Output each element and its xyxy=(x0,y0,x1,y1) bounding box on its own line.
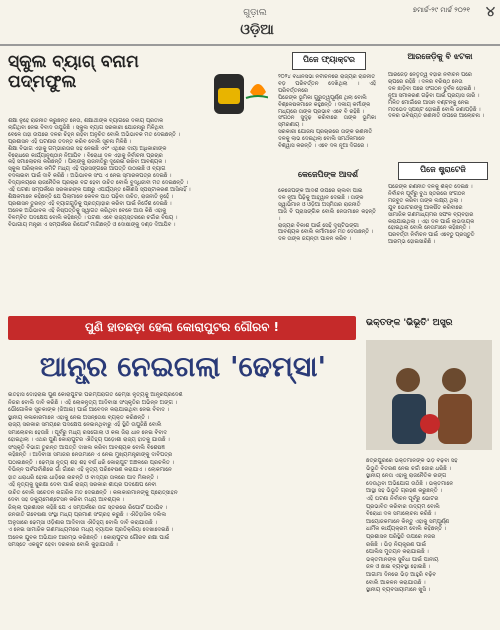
brand-top: ଗୁଡ଼ାଲ xyxy=(243,8,267,18)
masthead xyxy=(0,0,500,44)
issue-date: ୭ମାର୍ଚ୍ଚ-୨୯ ମାର୍ଚ୍ଚ ୨୦୨୧ xyxy=(412,6,470,14)
article-title: ଭକ୍ତଙ୍କ 'ଭିଭୂତି' ଅସ୍ତ୍ର xyxy=(366,318,453,328)
headline-text: ଆନ୍ଧ୍ର ନେଇଗଲା 'ଢେମ୍ସା' xyxy=(39,350,327,383)
article-body: ପିଜେଙ୍କ ରଣନୀତି ଦଳକୁ ଶକ୍ତି ଦେଇଛି । ନିର୍ବାଚନ ପୂର୍ବରୁ ବୁଥ ସ୍ତରରେ ସଂଗଠନ ମଜବୁତ କରିବା ତାଙ୍କ ଲକ୍ଷ୍ୟ ଥିଲା । ଯୁବ ଭୋଟରଙ୍କୁ ଆକର୍ଷିତ କରିବାରେ ସାମାଜିକ ଗଣମାଧ୍ୟମର ସଫଳ ବ୍ୟବହାର କରାଯାଇଥିଲା । ଏହା ଦଳ ପାଇଁ ଲାଭଦାୟକ ହୋଇଥିଲା ବୋଲି ନେତାମାନେ କହିଛନ୍ତି । ପରବର୍ତ୍ତୀ ନିର୍ବାଚନ ପାଇଁ ଏବେଠୁ ପ୍ରସ୍ତୁତି ଆରମ୍ଭ ହୋଇସାରିଛି । xyxy=(388,184,475,246)
article-school-bag xyxy=(8,52,268,314)
masthead-divider xyxy=(0,44,500,46)
section-title: କେଜେପିଙ୍କ ଆଦର୍ଶ xyxy=(298,170,358,179)
banner-kicker-text: ପୁଣି ହାତଛଡ଼ା ହେଲା କୋରାପୁଟର ଗୌରବ ! xyxy=(84,320,280,334)
photo xyxy=(366,340,492,450)
banner-kicker xyxy=(8,316,356,340)
article-body: ଆରଜେଡ଼ି ନେତୃତ୍ୱ ବିହାର ନିର୍ବାଚନ ପରେ ଚାପରେ ରହିଛି । ଦଳର ବରିଷ୍ଠ ନେତା ଦଳ ଛାଡ଼ିବା ପରେ ସଂଗଠନ ଦୁର୍ବଳ ହୋଇଛି । ନୂଆ ସମୀକରଣ ଗଢ଼ିବା ପାଇଁ ପ୍ରୟାସ ଜାରି । ମିଳିତ ମୋର୍ଚ୍ଚାରେ ଆସନ ବଣ୍ଟନକୁ ନେଇ ମତଭେଦ ସ୍ପଷ୍ଟ ହୋଇଛି ବୋଲି ଜଣାପଡ଼ିଛି । ଦଳର ଭବିଷ୍ୟତ ରଣନୀତି ଉପରେ ଆଲୋଚନା । xyxy=(388,72,484,120)
article-title: ପିଜେ ଫ୍ୟାକ୍ଟର xyxy=(292,52,366,70)
article-title: ପିଜେ ଷ୍ଟ୍ରାଟେଜି xyxy=(398,162,488,180)
article-body: ୨୦୨୪ ବିଧାନସଭା ନିର୍ବାଚନରେ ରାଜ୍ୟର ରାଜନୀତି ବଡ଼ ପରିବର୍ତ୍ତନ ଦେଖିଥିଲା । ଏହି ପରିବର୍ତ୍ତନରେ ପିଜେଙ୍କ ଭୂମିକା ଗୁରୁତ୍ୱପୂର୍ଣ୍ଣ ଥିଲା ବୋଲି ବିଶ୍ଳେଷକମାନେ କହୁଛନ୍ତି । ଦଳୀୟ କର୍ମୀଙ୍କ ମଧ୍ୟରେ ତାଙ୍କ ପ୍ରଭାବ ଏବେ ବି ରହିଛି । ସଂଗଠନ ସୁଦୃଢ଼ କରିବାରେ ତାଙ୍କ ଭୂମିକା ସ୍ମରଣୀୟ । ସରକାରୀ ଯୋଜନା ପ୍ରଚାରରେ ତାଙ୍କ ରଣନୀତି ଦଳକୁ ଲାଭ ଦେଇଥିଲା ବୋଲି ସମର୍ଥକମାନେ ବିଶ୍ୱାସ କରନ୍ତି । ଏବେ ଦଳ ନୂଆ ଦିଗରେ । xyxy=(278,74,376,150)
article-body: ଇତିହାସ ଦୋହରାଇ ପୁଣି କୋରାପୁଟର ପରମ୍ପରାଗତ ଢେମ୍ସା ନୃତ୍ୟକୁ ଆନ୍ଧ୍ରପ୍ରଦେଶ ନିଜର ବୋଲି ଦାବି କରିଛି । ଏହି ଲୋକନୃତ୍ୟ ଆଦିବାସୀ ସଂସ୍କୃତିର ଅଭିନ୍ନ ଅଙ୍ଗ । ଭୌଗୋଳିକ ସୂଚକାଙ୍କ (ଜିଆଇ) ପାଇଁ ଆବେଦନ କରାଯାଇଥିବା ନେଇ ବିବାଦ । ସ୍ଥାନୀୟ କଳାକାରମାନେ ଏହାକୁ ନେଇ ଅସନ୍ତୋଷ ବ୍ୟକ୍ତ କରିଛନ୍ତି । ରାଜ୍ୟ ସରକାର ସମୟରେ ପଦକ୍ଷେପ ନେଇନଥିବାରୁ ଏହି ସ୍ଥିତି ଉପୁଜିଛି ବୋଲି ସମାଲୋଚନା ହେଉଛି । ପୂର୍ବରୁ ମଧ୍ୟ ରସଗୋଲା ଓ କଳା ଜିରା ଧାନ ନେଇ ବିବାଦ ହୋଇଥିଲା । ଏଥର ପୁଣି କୋରାପୁଟର ଐତିହ୍ୟ ପଡ଼ୋଶୀ ରାଜ୍ୟ ହାତକୁ ଯାଉଛି । ସଂସ୍କୃତି ବିଭାଗ ତୁରନ୍ତ ଆପତ୍ତି ଦାଖଲ କରିବା ଆବଶ୍ୟକ ବୋଲି ବିଶେଷଜ୍ଞ କହିଛନ୍ତି । ଆଦିବାସୀ ସମାଜର ନେତାମାନେ ଏ ନେଇ ମୁଖ୍ୟମନ୍ତ୍ରୀଙ୍କୁ ଦାବିପତ୍ର ପଠାଇଛନ୍ତି । ଢେମ୍ସା ନୃତ୍ୟ ଶହ ଶହ ବର୍ଷ ଧରି କୋରାପୁଟ ଅଞ୍ଚଳରେ ପ୍ରଚଳିତ । ବିଭିନ୍ନ ପର୍ବପର୍ବାଣିରେ ଗାଁ ଗାଁରେ ଏହି ନୃତ୍ୟ ପରିବେଷଣ କରାଯାଏ । ଲୋକମାନେ ହାତ ଧରାଧରି ହୋଇ ଧାଡ଼ିରେ ନାଚନ୍ତି ଓ ବାଦ୍ୟର ତାଳରେ ପାଦ ମିଳାନ୍ତି । ଏହି ନୃତ୍ୟକୁ ସୁରକ୍ଷା ଦେବା ପାଇଁ ରାଜ୍ୟ ସରକାର ଶୀଘ୍ର ପଦକ୍ଷେପ ନେବା ଉଚିତ ବୋଲି ସଚେତନ ନାଗରିକ ମତ ଦେଇଛନ୍ତି । କଳାକାରମାନଙ୍କୁ ପ୍ରୋତ୍ସାହନ ଦେବା ସହ ଡକ୍ୟୁମେଣ୍ଟେସନ କରିବା ମଧ୍ୟ ଆବଶ୍ୟକ । ଜିଲ୍ଲା ପ୍ରଶାସନ କହିଛି ଯେ ଏ ସମ୍ପର୍କରେ ଉଚ୍ଚ ସ୍ତରରେ ରିପୋର୍ଟ ପଠାଯିବ । ଜନଜାତି ଗବେଷଣା ସଂସ୍ଥା ମଧ୍ୟ ପ୍ରମାଣ ସଂଗ୍ରହ କରୁଛି । ଐତିହାସିକ ଦଲିଲ ଅନୁସାରେ ଢେମ୍ସା ଓଡ଼ିଶାର ଆଦିବାସୀ ଐତିହ୍ୟ ବୋଲି ଦାବି କରାଯାଉଛି । ଏ ନେଇ ସାମାଜିକ ଗଣମାଧ୍ୟମରେ ମଧ୍ୟ ବ୍ୟାପକ ପ୍ରତିକ୍ରିୟା ଦେଖାଦେଇଛି । ଅନେକ ଯୁବକ ଅଭିଯାନ ଆରମ୍ଭ କରିଛନ୍ତି । କୋରାପୁଟର ଗୌରବ ରକ୍ଷା ପାଇଁ ସମସ୍ତେ ଏକଜୁଟ ହେବା ଦରକାର ବୋଲି କୁହାଯାଉଛି । xyxy=(8,392,183,548)
brand-main: ଓଡ଼ିଆ xyxy=(240,22,274,38)
page-number: ୪ xyxy=(486,4,495,20)
article-vibhuti xyxy=(366,318,492,622)
article-body: ଛତ୍ରପୁରରେ ଭକ୍ତମାନଙ୍କ ଭିଡ଼ ବଢ଼ିବା ସହ ଭିଭୂତି ବିତରଣ ନେଇ ଚର୍ଚ୍ଚା ଜୋର ଧରିଛି । ସ୍ଥାନୀୟ ନେତା ଏହାକୁ ରାଜନୈତିକ ରଙ୍ଗ ଦେଉଥିବା ଅଭିଯୋଗ ଉଠିଛି । ଭକ୍ତମାନେ ଆସ୍ଥା ସହ ଭିଭୂତି ଗ୍ରହଣ କରୁଛନ୍ତି । ଏହି ଘଟଣା ନିର୍ବାଚନ ପୂର୍ବରୁ ଭୋଟର ପ୍ରଭାବିତ କରିବାର ଉଦ୍ୟମ ବୋଲି ବିରୋଧୀ ଦଳ ସମାଲୋଚନା କରିଛି । ଆୟୋଜକମାନେ କିନ୍ତୁ ଏହାକୁ ସମ୍ପୂର୍ଣ୍ଣ ଧାର୍ମିକ କାର୍ଯ୍ୟକ୍ରମ ବୋଲି କହିଛନ୍ତି । ପ୍ରଶାସନ ପରିସ୍ଥିତି ଉପରେ ନଜର ରଖିଛି । ଭିଡ଼ ନିୟନ୍ତ୍ରଣ ପାଇଁ ପୋଲିସ ମୁତୟନ କରାଯାଇଛି । ଭକ୍ତମାନଙ୍କ ସୁବିଧା ପାଇଁ ପାନୀୟ ଜଳ ଓ ଛାଇ ବ୍ୟବସ୍ଥା ହୋଇଛି । ଆଗାମୀ ଦିନରେ ଭିଡ଼ ଆହୁରି ବଢ଼ିବ ବୋଲି ଆକଳନ କରାଯାଉଛି । ସ୍ଥାନୀୟ ବ୍ୟବସାୟୀମାନେ ଖୁସି । xyxy=(366,458,458,594)
article-body: କେଜେପିଙ୍କ ଆଦର୍ଶ ଉପରେ ଚାଲିବା ପାଇଁ ଦଳ ନୂଆ ପିଢ଼ିକୁ ଆହ୍ୱାନ ଦେଇଛି । ତାଙ୍କ ସ୍ୱାଭିମାନ ଓ ଓଡ଼ିଆ ଅସ୍ମିତାର ରାଜନୀତି ଆଜି ବି ପ୍ରାସଙ୍ଗିକ ବୋଲି ନେତାମାନେ କହନ୍ତି । ରାଜ୍ୟର ବିକାଶ ପାଇଁ ସେହି ଦୃଷ୍ଟିଭଙ୍ଗୀ ଆବଶ୍ୟକ ବୋଲି କର୍ମୀମାନେ ମତ ଦେଉଛନ୍ତି । ଦଳ ତାଙ୍କ ଜୟନ୍ତୀ ପାଳନ କରିବ । xyxy=(278,188,376,243)
article-rjd xyxy=(388,52,492,306)
article-pj-factor xyxy=(278,52,378,306)
article-dhemsa xyxy=(8,392,356,622)
banner-headline xyxy=(8,346,356,390)
article-title: ଆରଜେଡ଼ିକୁ ବି ଝଟକା xyxy=(407,52,473,61)
article-title: ସ୍କୁଲ ବ୍ୟାଗ୍ ବନାମ ପଦ୍ମଫୁଲ xyxy=(8,52,139,92)
article-body: ଶିକ୍ଷା ନୁହେଁ ରାଜନୀତି କରୁଛନ୍ତି ନେତା, ଶିକ୍ଷାର୍ଥୀଙ୍କ ବ୍ୟାଗରେ ଦଳୀୟ ପ୍ରତୀକ ଲାଗିଥିବା ନେଇ ବିବାଦ ଉପୁଜିଛି । ସ୍କୁଲ ବ୍ୟାଗ ସରକାରୀ ଯୋଜନାରୁ ମିଳିଥିବା ବେଳେ ତାହା ଉପରେ ଦଳର ଚିହ୍ନ ରହିବା ଅନୁଚିତ ବୋଲି ଅଭିଭାବକ ମତ ଦେଇଛନ୍ତି । ପ୍ରଶାସନ ଏହି ଘଟଣାର ତଦନ୍ତ କରିବ ବୋଲି ସୂଚନା ମିଳିଛି । ଶିକ୍ଷା ବିଭାଗ ଏହାକୁ ଗମ୍ଭୀରତାର ସହ ନେଇଛି ଏବଂ ଏଥିରେ ଦାୟୀ ଅଧିକାରୀଙ୍କ ବିରୋଧରେ କାର୍ଯ୍ୟାନୁଷ୍ଠାନ ନିଆଯିବ । ବିରୋଧୀ ଦଳ ଏହାକୁ ନିର୍ବାଚନୀ ପ୍ରଚାର କହି ସମାଲୋଚନା କରିଛନ୍ତି । ପିଲାଙ୍କୁ ରାଜନୀତିରୁ ଦୂରେଇ ରଖିବା ଆବଶ୍ୟକ । ସ୍କୁଲ ପରିଚାଳନା କମିଟି ମଧ୍ୟ ଏହି ପ୍ରସଙ୍ଗରେ ଆପତ୍ତି ଉଠାଇଛି ଓ ବ୍ୟାଗ ବଦଳାଇବା ପାଇଁ ଦାବି କରିଛି । ଅଭିଭାବକ ସଂଘ ଏ ନେଇ ସ୍ମାରକପତ୍ର ଦେଇଛି । ବିଦ୍ୟାଳୟରେ ରାଜନୈତିକ ପ୍ରଚାର ବନ୍ଦ ହେବା ଉଚିତ ବୋଲି ବୁଦ୍ଧିଜୀବୀ ମତ ଦେଇଛନ୍ତି । ଏହି ଘଟଣା ସମ୍ପର୍କରେ ସରକାରଙ୍କ ପକ୍ଷରୁ ଏପର୍ଯ୍ୟନ୍ତ କୌଣସି ସ୍ପଷ୍ଟୀକରଣ ଆସିନାହିଁ । ଶିକ୍ଷକମାନେ କହିଛନ୍ତି ଯେ ପିଲାମାନେ କେବଳ ପାଠ ପଢ଼ିବା ଉଚିତ, ରାଜନୀତି ନୁହେଁ । ପ୍ରଶାସନ ତୁରନ୍ତ ଏହି ବ୍ୟାଗଗୁଡ଼ିକୁ ପ୍ରତ୍ୟାହାର କରିବା ପାଇଁ ନିର୍ଦ୍ଦେଶ ଦେଇଛି । ଅନେକ ଅଭିଭାବକ ଏହି ନିଷ୍ପତ୍ତିକୁ ସ୍ୱାଗତ କରିଥିବା ବେଳେ ଆଉ କିଛି ଏହାକୁ ବିଳମ୍ବିତ ପଦକ୍ଷେପ ବୋଲି କହିଛନ୍ତି । ଘଟଣା ଏବେ ରାଜ୍ୟସ୍ତରରେ ଚର୍ଚ୍ଚାର ବିଷୟ । ବିଭାଗୀୟ ମନ୍ତ୍ରୀ ଏ ସମ୍ପର୍କରେ ରିପୋର୍ଟ ମାଗିଛନ୍ତି ଓ ଦୋଷୀଙ୍କୁ ଦଣ୍ଡ ଦିଆଯିବ । xyxy=(8,118,191,228)
